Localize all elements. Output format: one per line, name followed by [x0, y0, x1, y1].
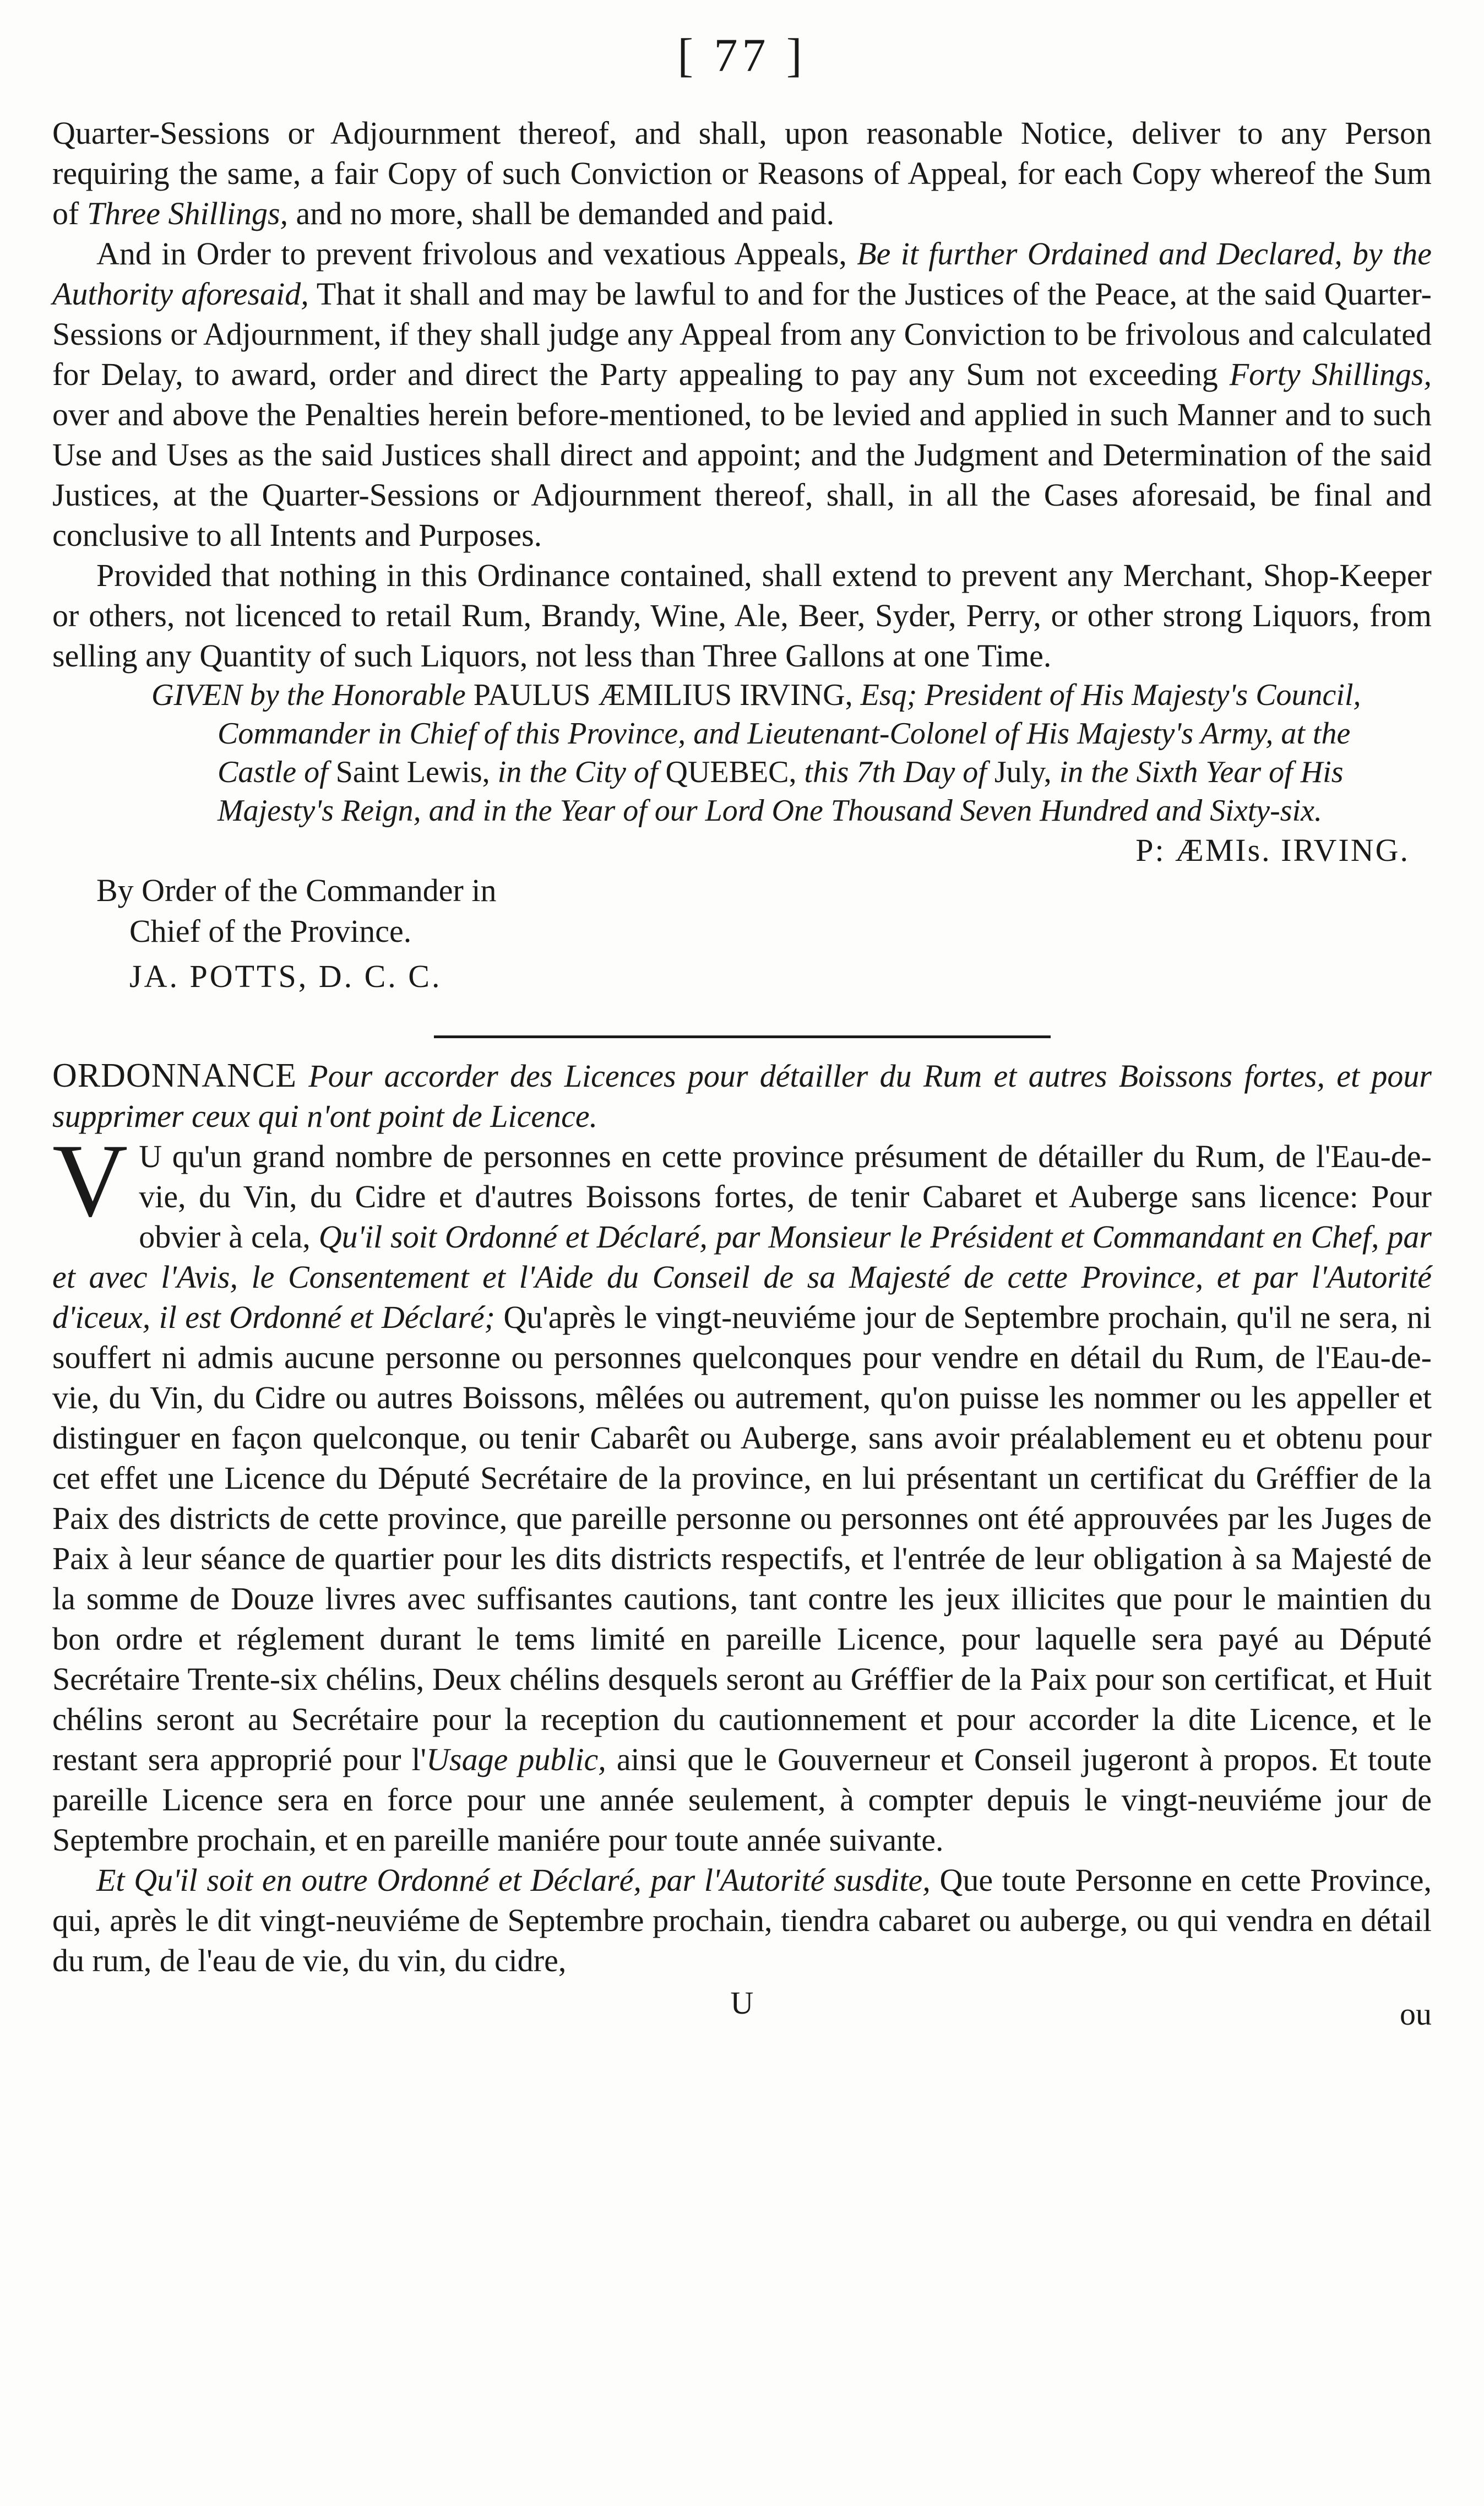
drop-cap: V [52, 1123, 128, 1239]
order-line-2: Chief of the Province. [129, 913, 412, 949]
ordonnance-title: ORDONNANCE [52, 1057, 297, 1094]
catchword: ou [1400, 1996, 1432, 2032]
ordonnance-heading [52, 1056, 1432, 1136]
order-line-1: By Order of the Commander in [96, 872, 497, 908]
given-clause: GIVEN by the Honorable PAULUS ÆMILIUS IRVING, Esq; President of His Majesty's Council, Commander in Chief of this Province, and Lieutenant-Colonel of His Majesty's Army, at the Castle of Saint Lewis, in the City of QUEBEC, this 7th Day of July, in the Sixth Year of His Majesty's Reign, and in the Year of our Lord One Thousand Seven Hundred and Sixty-six. [151, 678, 1361, 828]
order-block [52, 870, 1432, 997]
ordonnance-subtitle: Pour accorder des Licences pour détailler du Rum et autres Boissons fortes, et pour supprimer ceux qui n'ont point de Licence. [52, 1058, 1432, 1134]
page-content [52, 113, 1432, 2032]
paragraph-penalty: Et Qu'il soit en outre Ordonné et Déclaré, par l'Autorité susdite, Que toute Personne en cette Province, qui, après le dit vingt-neuviéme de Septembre prochain, tiendra cabaret ou auberge, ou qui vendra en détail du rum, de l'eau de vie, du vin, du cidre, [52, 1862, 1432, 1978]
signature-mark: U [730, 1985, 754, 2021]
secretary-signature: JA. POTTS, D. C. C. [129, 958, 442, 994]
paragraph-licence: V U qu'un grand nombre de personnes en cette province présument de détailler du Rum, de l'Eau-de-vie, du Vin, du Cidre et d'autres Boissons fortes, de tenir Cabaret et Auberge sans licence: Pour obvier à cela, Qu'il soit Ordonné et Déclaré, par Monsieur le Président et Commandant en Chef, par et avec l'Avis, le Consentement et l'Aide du Conseil de sa Majesté de cette Province, et par l'Autorité d'iceux, il est Ordonné et Déclaré; Qu'après le vingt-neuviéme jour de Septembre prochain, qu'il ne sera, ni souffert ni admis aucune personne ou personnes quelconques pour vendre en détail du Rum, de l'Eau-de-vie, du Vin, du Cidre ou autres Boissons, mêlées ou autrement, qu'on puisse les nommer ou les appeller et distinguer en façon quelconque, ou tenir Cabarêt ou Auberge, sans avoir préalablement eu et obtenu pour cet effet une Licence du Député Secrétaire de la province, en lui présentant un certificat du Gréffier de la Paix des districts de cette province, que pareille personne ou personnes ont été approuvées par les Juges de Paix à leur séance de quartier pour les dits districts respectifs, et l'entrée de leur obligation à sa Majesté de la somme de Douze livres avec suffisantes cautions, tant contre les jeux illicites que pour le maintien du bon ordre et réglement durant le tems limité en pareille Licence, pour laquelle sera payé au Député Secrétaire Trente-six chélins, Deux chélins desquels seront au Gréffier de la Paix pour son certificat, et Huit chélins seront au Secrétaire pour la reception du cautionnement et pour accorder la dite Licence, et le restant sera approprié pour l'Usage public, ainsi que le Gouverneur et Conseil jugeront à propos. Et toute pareille Licence sera en force pour une année seulement, à compter depuis le vingt-neuviéme jour de Septembre prochain, et en pareille maniére pour toute année suivante. [52, 1123, 1432, 1858]
page-number: [ 77 ] [677, 29, 807, 82]
paragraph-proviso: Provided that nothing in this Ordinance contained, shall extend to prevent any Merchant, Shop-Keeper or others, not licenced to retail Rum, Brandy, Wine, Ale, Beer, Syder, Perry, or other strong Liquors, from selling any Quantity of such Liquors, not less than Three Gallons at one Time. [52, 557, 1432, 674]
page-footer [52, 1983, 1432, 2032]
paragraph-frivolous-appeals: And in Order to prevent frivolous and vexatious Appeals, Be it further Ordained and Declared, by the Authority aforesaid, That it shall and may be lawful to and for the Justices of the Peace, at the said Quarter-Sessions or Adjournment, if they shall judge any Appeal from any Conviction to be frivolous and calculated for Delay, to award, order and direct the Party appealing to pay any Sum not exceeding Forty Shillings, over and above the Penalties herein before-mentioned, to be levied and applied in such Manner and to such Use and Uses as the said Justices shall direct and appoint; and the Judgment and Determination of the said Justices, at the Quarter-Sessions or Adjournment thereof, shall, in all the Cases aforesaid, be final and conclusive to all Intents and Purposes. [52, 236, 1432, 553]
section-divider [434, 1035, 1051, 1038]
paragraph-conviction-copy: Quarter-Sessions or Adjournment thereof, and shall, upon reasonable Notice, deliver to any Person requiring the same, a fair Copy of such Conviction or Reasons of Appeal, for each Copy whereof the Sum of Three Shillings, and no more, shall be demanded and paid. [52, 115, 1432, 231]
president-signature: P: ÆMIs. IRVING. [1135, 832, 1410, 868]
